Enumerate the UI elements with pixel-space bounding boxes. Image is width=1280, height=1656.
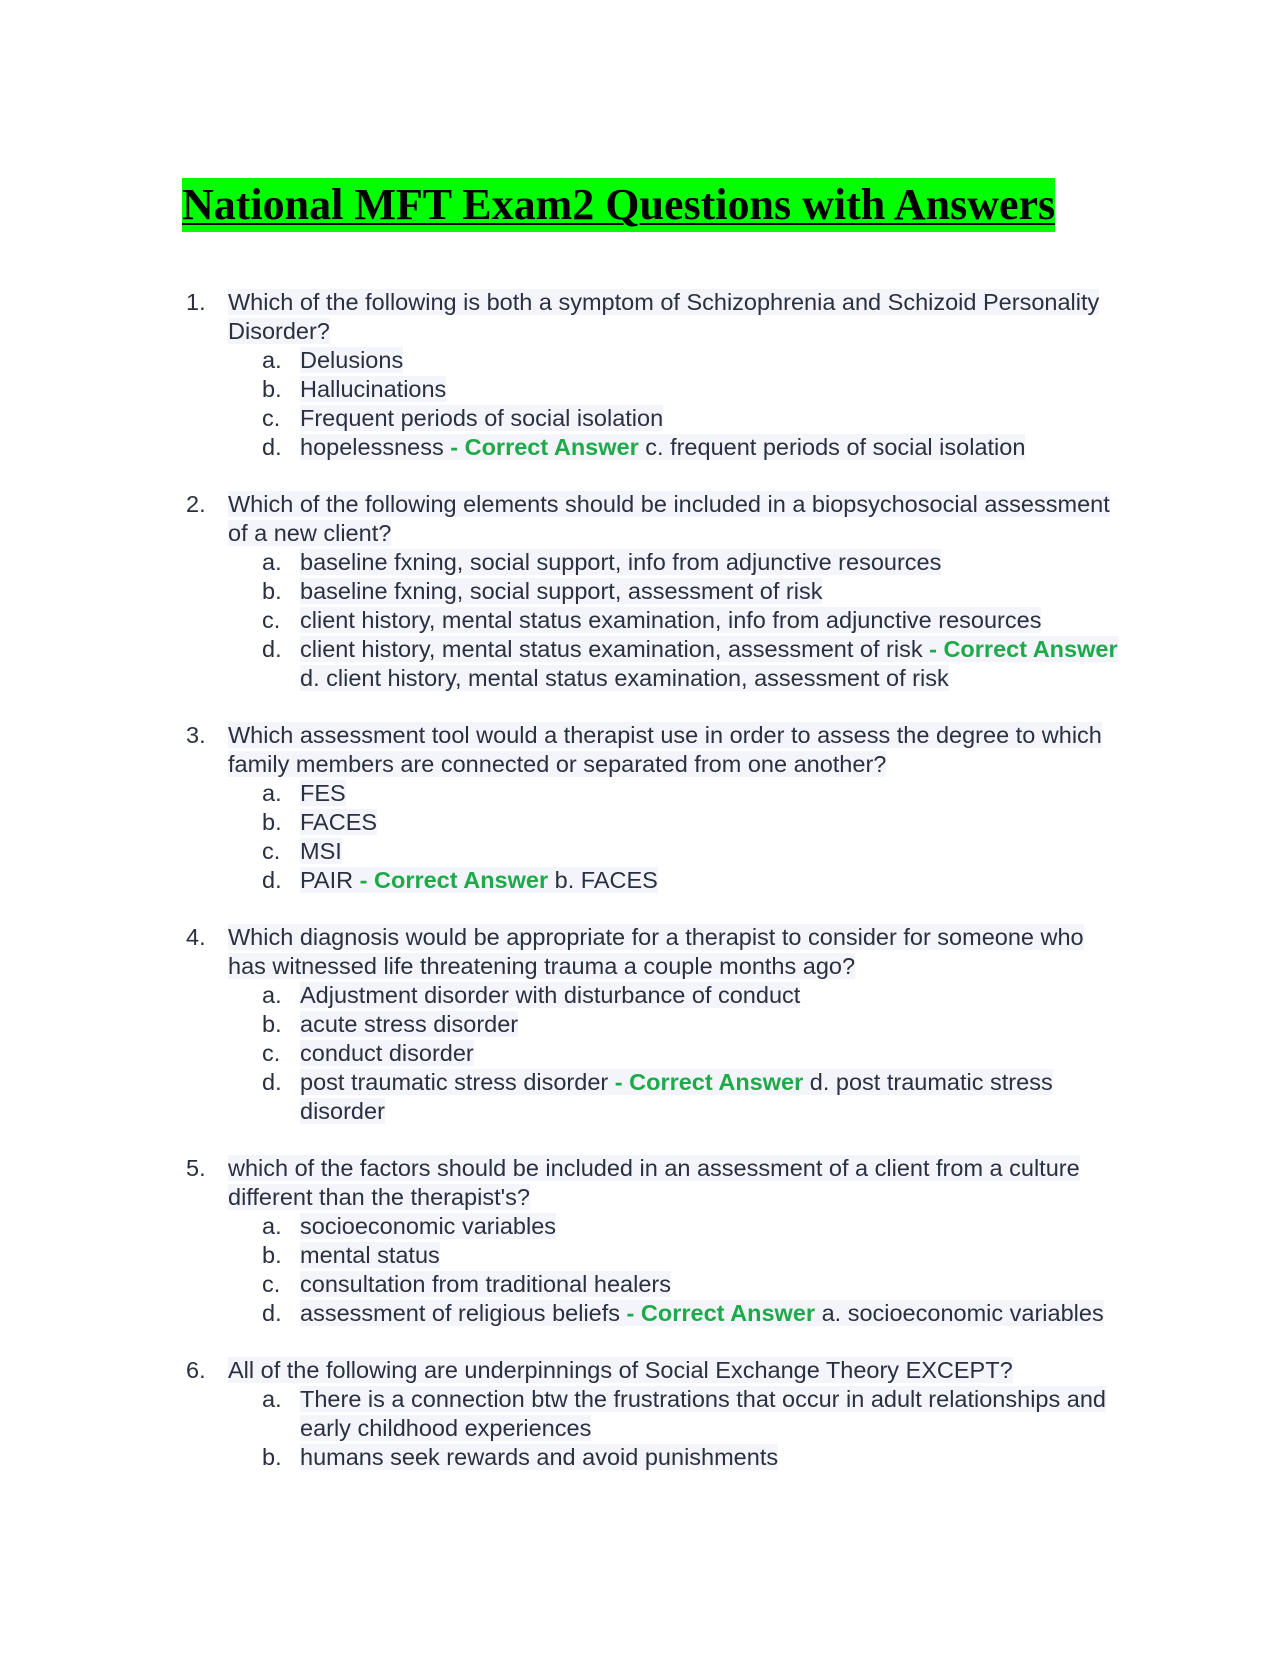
option-item — [262, 1385, 1122, 1443]
option-letter: a. — [262, 549, 282, 575]
option-item — [262, 433, 1122, 462]
question-text: Which diagnosis would be appropriate for a therapist to consider for someone who has witnessed life threatening trauma a couple months ago? — [228, 924, 1084, 979]
answer-text: d. post traumatic stress disorder — [300, 1069, 1053, 1124]
question-row — [182, 1154, 1122, 1212]
question-row — [182, 923, 1122, 981]
page-title: National MFT Exam2 Questions with Answers — [182, 180, 1056, 229]
question-item — [182, 923, 1122, 1126]
option-text: client history, mental status examination, info from adjunctive resources — [300, 607, 1042, 633]
question-text: which of the factors should be included in an assessment of a client from a culture different than the therapist's? — [228, 1155, 1080, 1210]
option-item — [262, 404, 1122, 433]
correct-answer-label: - Correct Answer — [626, 1300, 816, 1326]
option-text: client history, mental status examination, assessment of risk — [300, 636, 923, 662]
correct-answer-label: - Correct Answer — [929, 636, 1118, 662]
option-text: Delusions — [300, 347, 404, 373]
answer-text: a. socioeconomic variables — [821, 1300, 1104, 1326]
option-letter: b. — [262, 376, 282, 402]
option-letter: d. — [262, 1069, 282, 1095]
option-letter: c. — [262, 838, 281, 864]
option-item — [262, 548, 1122, 577]
option-letter: a. — [262, 1386, 282, 1412]
option-text: baseline fxning, social support, info from adjunctive resources — [300, 549, 942, 575]
question-item — [182, 721, 1122, 895]
option-letter: c. — [262, 607, 281, 633]
option-letter: a. — [262, 780, 282, 806]
option-item — [262, 1068, 1122, 1126]
question-item — [182, 1154, 1122, 1328]
option-text: hopelessness — [300, 434, 444, 460]
question-text: Which of the following elements should be included in a biopsychosocial assessment of a new client? — [228, 491, 1110, 546]
option-item — [262, 837, 1122, 866]
question-number: 6. — [186, 1357, 206, 1383]
option-list — [262, 548, 1122, 693]
option-letter: c. — [262, 1271, 281, 1297]
option-text: humans seek rewards and avoid punishments — [300, 1444, 779, 1470]
question-number: 3. — [186, 722, 206, 748]
option-text: acute stress disorder — [300, 1011, 519, 1037]
option-letter: d. — [262, 867, 282, 893]
option-list — [262, 1385, 1122, 1472]
option-letter: d. — [262, 1300, 282, 1326]
question-item — [182, 490, 1122, 693]
option-item — [262, 866, 1122, 895]
option-item — [262, 1212, 1122, 1241]
question-number: 5. — [186, 1155, 206, 1181]
question-text: All of the following are underpinnings of Social Exchange Theory EXCEPT? — [228, 1357, 1013, 1383]
question-number: 1. — [186, 289, 206, 315]
option-letter: a. — [262, 1213, 282, 1239]
option-letter: d. — [262, 434, 282, 460]
answer-text: d. client history, mental status examination, assessment of risk — [300, 665, 949, 691]
option-item — [262, 606, 1122, 635]
answer-text: c. frequent periods of social isolation — [645, 434, 1026, 460]
option-letter: b. — [262, 578, 282, 604]
option-text: post traumatic stress disorder — [300, 1069, 609, 1095]
question-text: Which assessment tool would a therapist use in order to assess the degree to which family members are connected or separated from one another? — [228, 722, 1102, 777]
option-letter: b. — [262, 1011, 282, 1037]
option-item — [262, 1241, 1122, 1270]
option-letter: b. — [262, 809, 282, 835]
option-text: baseline fxning, social support, assessment of risk — [300, 578, 823, 604]
option-text: FES — [300, 780, 346, 806]
option-text: mental status — [300, 1242, 440, 1268]
option-text: Hallucinations — [300, 376, 447, 402]
option-list — [262, 1212, 1122, 1328]
option-text: MSI — [300, 838, 342, 864]
option-item — [262, 779, 1122, 808]
option-letter: c. — [262, 1040, 281, 1066]
option-text: socioeconomic variables — [300, 1213, 557, 1239]
option-item — [262, 808, 1122, 837]
option-text: assessment of religious beliefs — [300, 1300, 621, 1326]
question-number: 2. — [186, 491, 206, 517]
option-item — [262, 1299, 1122, 1328]
question-list — [182, 288, 1122, 1500]
option-item — [262, 1270, 1122, 1299]
option-letter: d. — [262, 636, 282, 662]
option-letter: a. — [262, 347, 282, 373]
option-letter: a. — [262, 982, 282, 1008]
option-list — [262, 779, 1122, 895]
title-highlight — [182, 178, 1055, 232]
question-row — [182, 490, 1122, 548]
option-item — [262, 1039, 1122, 1068]
option-item — [262, 1010, 1122, 1039]
option-letter: c. — [262, 405, 281, 431]
option-text: conduct disorder — [300, 1040, 474, 1066]
option-item — [262, 577, 1122, 606]
correct-answer-label: - Correct Answer — [450, 434, 639, 460]
question-item — [182, 288, 1122, 462]
question-row — [182, 1356, 1122, 1385]
question-item — [182, 1356, 1122, 1472]
option-text: consultation from traditional healers — [300, 1271, 671, 1297]
option-list — [262, 981, 1122, 1126]
question-row — [182, 721, 1122, 779]
option-item — [262, 1443, 1122, 1472]
question-row — [182, 288, 1122, 346]
option-text: Frequent periods of social isolation — [300, 405, 664, 431]
answer-text: b. FACES — [554, 867, 658, 893]
option-item — [262, 375, 1122, 404]
option-item — [262, 346, 1122, 375]
question-number: 4. — [186, 924, 206, 950]
option-item — [262, 635, 1122, 693]
option-list — [262, 346, 1122, 462]
question-text: Which of the following is both a symptom of Schizophrenia and Schizoid Personality Disorder? — [228, 289, 1100, 344]
option-letter: b. — [262, 1444, 282, 1470]
correct-answer-label: - Correct Answer — [359, 867, 549, 893]
option-text: PAIR — [300, 867, 354, 893]
option-text: FACES — [300, 809, 378, 835]
option-text: Adjustment disorder with disturbance of conduct — [300, 982, 801, 1008]
option-item — [262, 981, 1122, 1010]
option-text: There is a connection btw the frustrations that occur in adult relationships and early childhood experiences — [300, 1386, 1106, 1441]
correct-answer-label: - Correct Answer — [614, 1069, 804, 1095]
option-letter: b. — [262, 1242, 282, 1268]
